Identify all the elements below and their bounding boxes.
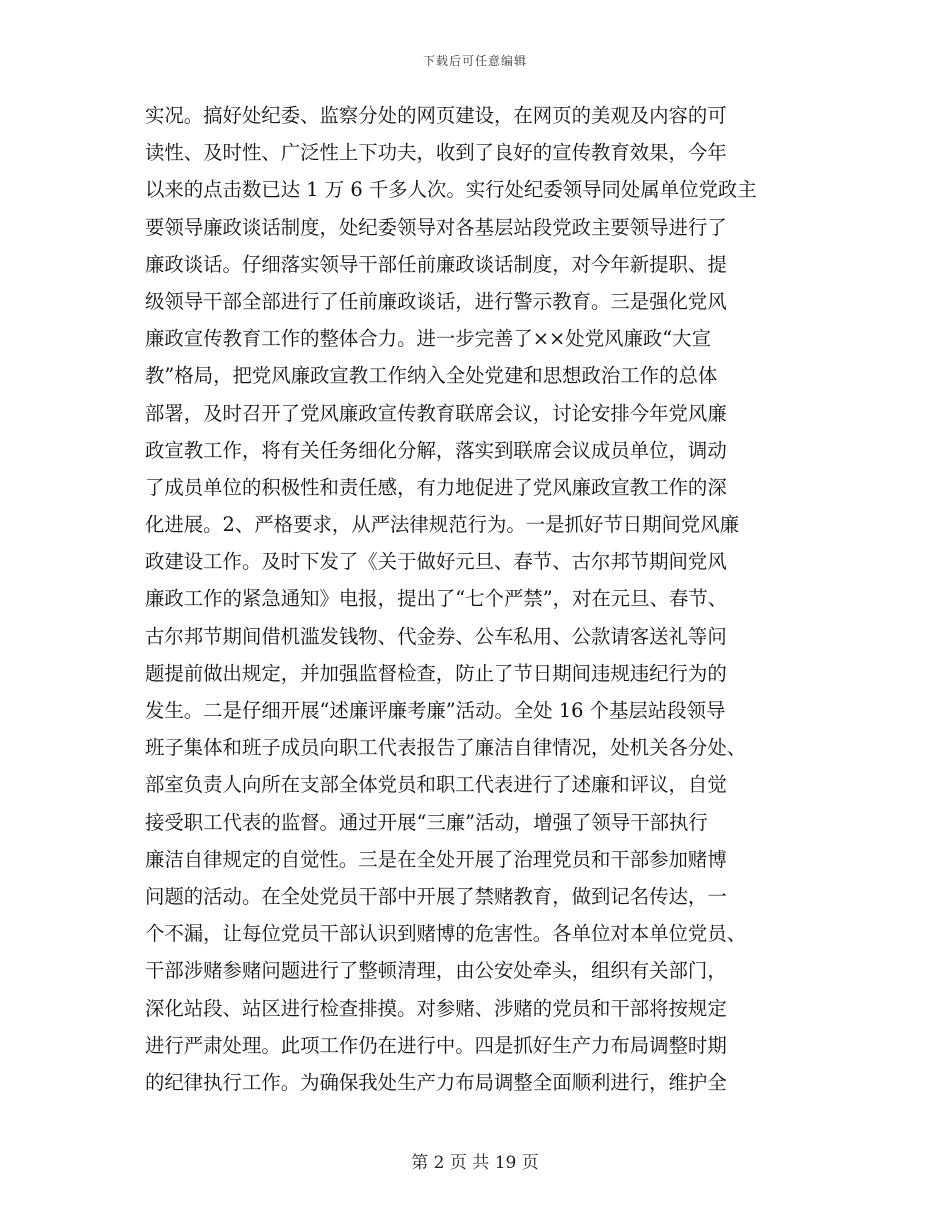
text-line: 级领导干部全部进行了任前廉政谈话，进行警示教育。三是强化党风 <box>145 289 727 313</box>
text-line: 进行严肃处理。此项工作仍在进行中。四是抓好生产力布局调整时期 <box>145 1033 727 1057</box>
text-line: 以来的点击数已达 1 万 6 千多人次。实行处纪委领导同处属单位党政主 <box>145 178 757 202</box>
text-line: 廉政工作的紧急通知》电报，提出了“七个严禁”，对在元旦、春节、 <box>145 587 728 611</box>
text-line: 了成员单位的积极性和责任感，有力地促进了党风廉政宣教工作的深 <box>145 475 727 499</box>
text-line: 部署，及时召开了党风廉政宣传教育联席会议，讨论安排今年党风廉 <box>145 401 727 425</box>
text-line: 教”格局，把党风廉政宣教工作纳入全处党建和思想政治工作的总体 <box>145 364 718 388</box>
page-header: 下载后可任意编辑 <box>422 54 527 68</box>
text-line: 的纪律执行工作。为确保我处生产力布局调整全面顺利进行，维护全 <box>145 1070 727 1094</box>
text-line: 化进展。2、严格要求，从严法律规范行为。一是抓好节日期间党风廉 <box>145 513 740 537</box>
page-number-suffix: 页 <box>521 1153 539 1173</box>
text-line: 古尔邦节期间借机滥发钱物、代金券、公车私用、公款请客送礼等问 <box>145 624 727 648</box>
text-line: 廉政宣传教育工作的整体合力。进一步完善了××处党风廉政“大宣 <box>145 327 711 351</box>
text-line: 廉洁自律规定的自觉性。三是在全处开展了治理党员和干部参加赌博 <box>145 847 727 871</box>
text-line: 政宣教工作，将有关任务细化分解，落实到联席会议成员单位，调动 <box>145 438 727 462</box>
text-line: 班子集体和班子成员向职工代表报告了廉洁自律情况，处机关各分处、 <box>145 736 747 760</box>
text-line: 干部涉赌参赌问题进行了整顿清理，由公安处牵头，组织有关部门， <box>145 959 727 983</box>
text-line: 深化站段、站区进行检查排摸。对参赌、涉赌的党员和干部将按规定 <box>145 996 727 1020</box>
text-line: 问题的活动。在全处党员干部中开展了禁赌教育，做到记名传达，一 <box>145 884 727 908</box>
text-line: 廉政谈话。仔细落实领导干部任前廉政谈话制度，对今年新提职、提 <box>145 252 727 276</box>
text-line: 实况。搞好处纪委、监察分处的网页建设，在网页的美观及内容的可 <box>145 104 727 127</box>
text-line: 读性、及时性、广泛性上下功夫，收到了良好的宣传教育效果，今年 <box>145 141 727 165</box>
text-line: 接受职工代表的监督。通过开展“三廉”活动，增强了领导干部执行 <box>145 810 708 834</box>
text-line: 政建设工作。及时下发了《关于做好元旦、春节、古尔邦节期间党风 <box>145 550 727 574</box>
page-number-current: 2 <box>433 1153 445 1173</box>
text-line: 要领导廉政谈话制度，处纪委领导对各基层站段党政主要领导进行了 <box>145 215 727 239</box>
page-number-middle: 页 共 <box>449 1153 490 1173</box>
page-footer <box>0 1148 950 1173</box>
text-line: 题提前做出规定，并加强监督检查，防止了节日期间违规违纪行为的 <box>145 661 727 685</box>
text-line: 个不漏，让每位党员干部认识到赌博的危害性。各单位对本单位党员、 <box>145 922 747 946</box>
page-number-total: 19 <box>494 1153 517 1173</box>
page-number-prefix: 第 <box>411 1153 429 1173</box>
text-line: 发生。二是仔细开展“述廉评廉考廉”活动。全处 16 个基层站段领导 <box>145 699 726 722</box>
text-line: 部室负责人向所在支部全体党员和职工代表进行了述廉和评议，自觉 <box>145 773 727 797</box>
document-body <box>145 97 813 1101</box>
